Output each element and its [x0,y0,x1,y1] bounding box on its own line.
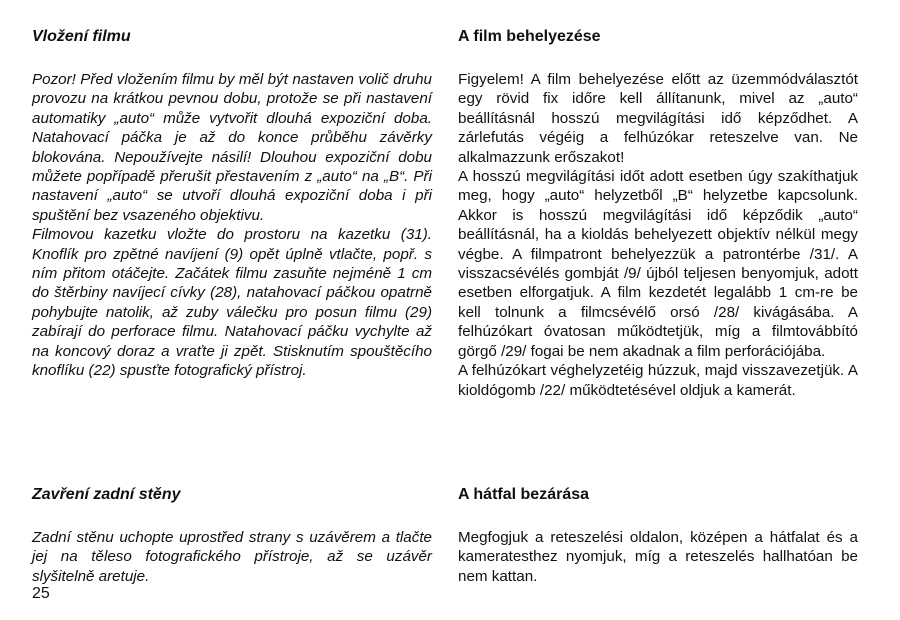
hungarian-section-film-loading [458,26,858,400]
czech-heading-film-loading: Vložení filmu [32,28,131,45]
hungarian-paragraph: A felhúzókart véghelyzetéig húzzuk, majd visszavezetjük. A kioldógomb /22/ működtetésével oldjuk a kamerát. [458,362,858,399]
hungarian-heading-back-cover: A hátfal bezárása [458,486,590,503]
czech-section-film-loading [32,26,432,381]
hungarian-paragraph: A hosszú megvilágítási időt adott esetben úgy szakíthatjuk meg, hogy „auto“ helyzetből „B“ helyzetbe kapcsolunk. Akkor is hosszú megvilágítási idő képződik „auto“ beállításnál, ha a kioldás behelyezett objektív nélkül megy végbe. A filmpatront behelyezzük a patrontérbe /31/. A visszacsévélés gombját /9/ újból teljesen benyomjuk, adott esetben elforgatjuk. A film kezdetét legalább 1 cm-re be kell tolnunk a filmcsévélő orsó /28/ kivágásába. A felhúzókart óvatosan működtetjük, míg a filmtovábbító görgő /29/ fogai be nem akadnak a film perforációjába. [458,168,858,360]
czech-section-back-cover [32,484,432,586]
czech-paragraph: Pozor! Před vložením filmu by měl být nastaven volič druhu provozu na krátkou pevnou dobu, protože se při nastavení automatiky „auto“ může vytvořit dlouhá expoziční doba. Natahovací páčka je až do konce průběhu závěrky blokována. Nepoužívejte násilí! Dlouhou expoziční dobu můžete popřípadě přerušit přestavením z „auto“ na „B“. Při nastavení „auto“ se utvoří dlouhá expoziční doba i při spuštění bez vsazeného objektivu. [32,71,432,224]
page-number: 25 [32,585,50,602]
hungarian-paragraph: Figyelem! A film behelyezése előtt az üzemmódválasztót egy rövid fix időre kell állítanunk, mivel az „auto“ beállításnál hosszú megvilágítási idő képződhet. A zárlefutás végéig a felhúzókar reteszelve van. Ne alkalmazzunk erőszakot! [458,71,858,166]
hungarian-section-back-cover [458,484,858,586]
czech-heading-back-cover: Zavření zadní stěny [32,486,181,503]
hungarian-heading-film-loading: A film behelyezése [458,28,601,45]
czech-paragraph: Filmovou kazetku vložte do prostoru na kazetku (31). Knoflík pro zpětné navíjení (9) opět úplně vtlačte, popř. s ním přitom otáčejte. Začátek filmu zasuňte nejméně 1 cm do štěrbiny navíjecí cívky (28), natahovací páčkou opatrně pohybujte natolik, až zuby válečku pro posun filmu (29) zabírají do perforace filmu. Natahovací páčku vychylte až na koncový doraz a vraťte ji zpět. Stisknutím spouštěcího knoflíku (22) spusťte fotografický přístroj. [32,226,432,380]
czech-paragraph: Zadní stěnu uchopte uprostřed strany s uzávěrem a tlačte jej na těleso fotografického přístroje, až se uzávěr slyšitelně aretuje. [32,529,432,585]
hungarian-paragraph: Megfogjuk a reteszelési oldalon, középen a hátfalat és a kameratesthez nyomjuk, míg a reteszelés hallhatóan be nem kattan. [458,529,858,585]
czech-body-back-cover [32,528,432,586]
hungarian-body-back-cover [458,528,858,586]
hungarian-body-film-loading [458,70,858,400]
czech-body-film-loading [32,70,432,381]
